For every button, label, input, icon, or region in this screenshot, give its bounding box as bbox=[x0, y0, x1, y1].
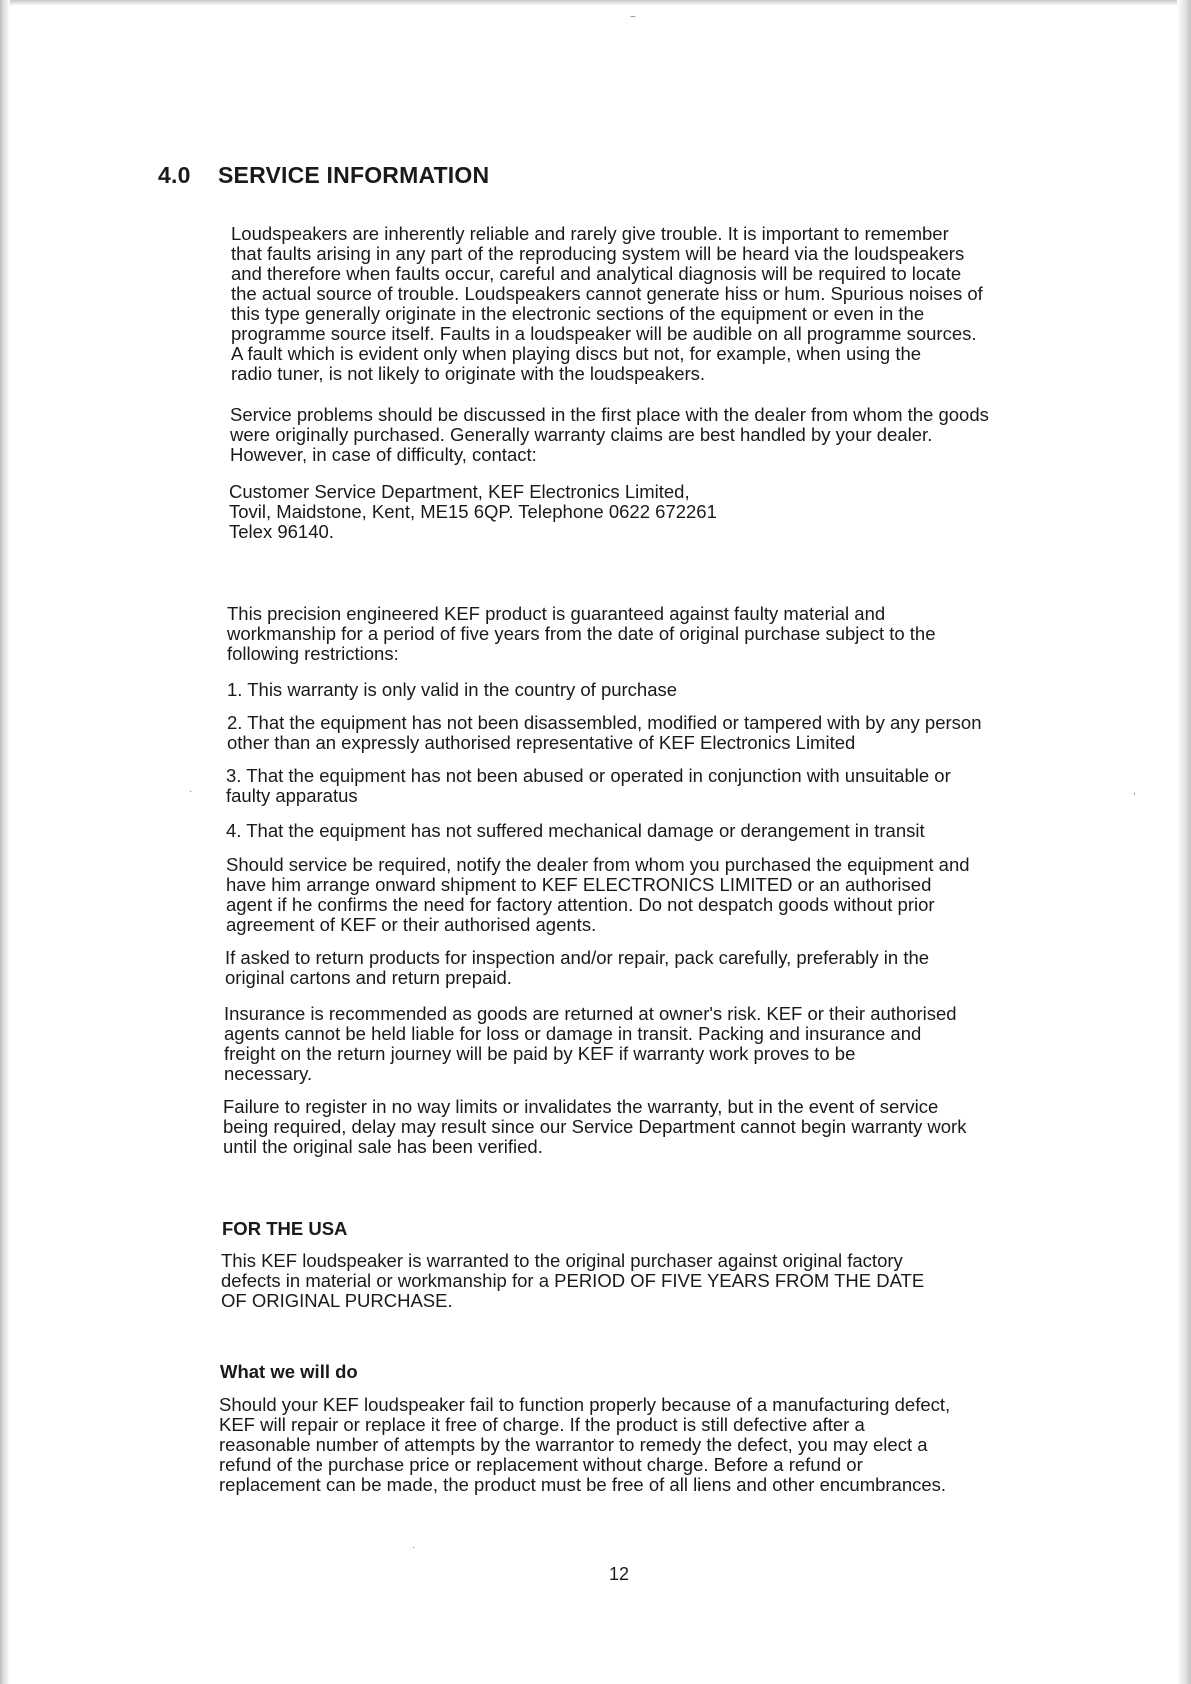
text-line: programme source itself. Faults in a loudspeaker will be audible on all programme sources. bbox=[231, 323, 977, 344]
text-line: agreement of KEF or their authorised agents. bbox=[226, 914, 597, 935]
text-line: that faults arising in any part of the reproducing system will be heard via the loudspeakers bbox=[231, 243, 965, 264]
text-line: 2. That the equipment has not been disassembled, modified or tampered with by any person bbox=[227, 712, 982, 733]
text-line: were originally purchased. Generally warranty claims are best handled by your dealer. bbox=[230, 424, 933, 445]
text-line: refund of the purchase price or replacement without charge. Before a refund or bbox=[219, 1454, 863, 1475]
text-line: This KEF loudspeaker is warranted to the original purchaser against original factory bbox=[221, 1250, 903, 1271]
text-line: 4. That the equipment has not suffered mechanical damage or derangement in transit bbox=[226, 820, 925, 841]
text-line: necessary. bbox=[224, 1063, 313, 1084]
text-line: 1. This warranty is only valid in the country of purchase bbox=[227, 679, 678, 700]
text-line: Should service be required, notify the dealer from whom you purchased the equipment and bbox=[226, 854, 970, 875]
text-line: other than an expressly authorised representative of KEF Electronics Limited bbox=[227, 732, 856, 753]
section-number: 4.0 bbox=[158, 162, 191, 188]
text-line: reasonable number of attempts by the warrantor to remedy the defect, you may elect a bbox=[219, 1434, 928, 1455]
text-line: and therefore when faults occur, careful and analytical diagnosis will be required to locate bbox=[231, 263, 962, 284]
text-line: If asked to return products for inspection and/or repair, pack carefully, preferably in the bbox=[225, 947, 930, 968]
text-line: However, in case of difficulty, contact: bbox=[230, 444, 537, 465]
what-we-do-heading: What we will do bbox=[220, 1361, 358, 1382]
contact-line: Customer Service Department, KEF Electronics Limited, bbox=[229, 481, 690, 502]
text-line: KEF will repair or replace it free of charge. If the product is still defective after a bbox=[219, 1414, 865, 1435]
text-line: A fault which is evident only when playing discs but not, for example, when using the bbox=[231, 343, 922, 364]
text-line: Failure to register in no way limits or invalidates the warranty, but in the event of service bbox=[223, 1096, 939, 1117]
text-line: Service problems should be discussed in the first place with the dealer from whom the goods bbox=[230, 404, 989, 425]
insurance-paragraph bbox=[224, 1004, 957, 1084]
restriction-item bbox=[227, 713, 982, 753]
restriction-item bbox=[226, 821, 925, 841]
text-line: freight on the return journey will be paid by KEF if warranty work proves to be bbox=[224, 1043, 856, 1064]
usa-paragraph bbox=[221, 1251, 924, 1311]
text-line: following restrictions: bbox=[227, 643, 399, 664]
usa-heading: FOR THE USA bbox=[222, 1218, 348, 1239]
contact-line: Telex 96140. bbox=[229, 521, 334, 542]
contact-block bbox=[229, 482, 717, 542]
scan-speck: , bbox=[1133, 786, 1136, 797]
what-we-do-paragraph bbox=[219, 1395, 950, 1495]
page-number: 12 bbox=[609, 1564, 630, 1584]
section-title: SERVICE INFORMATION bbox=[218, 162, 490, 188]
restriction-item bbox=[226, 766, 951, 806]
restriction-item bbox=[227, 680, 677, 700]
text-line: defects in material or workmanship for a PERIOD OF FIVE YEARS FROM THE DATE bbox=[221, 1270, 925, 1291]
text-line: original cartons and return prepaid. bbox=[225, 967, 512, 988]
return-paragraph bbox=[225, 948, 929, 988]
intro-paragraph bbox=[231, 224, 983, 384]
text-line: this type generally originate in the electronic sections of the equipment or even in the bbox=[231, 303, 925, 324]
text-line: radio tuner, is not likely to originate with the loudspeakers. bbox=[231, 363, 706, 384]
should-service-paragraph bbox=[226, 855, 970, 935]
text-line: being required, delay may result since our Service Department cannot begin warranty work bbox=[223, 1116, 967, 1137]
text-line: agent if he confirms the need for factory attention. Do not despatch goods without prior bbox=[226, 894, 935, 915]
text-line: faulty apparatus bbox=[226, 785, 358, 806]
service-paragraph bbox=[230, 405, 989, 465]
text-line: 3. That the equipment has not been abused or operated in conjunction with unsuitable or bbox=[226, 765, 951, 786]
text-line: Insurance is recommended as goods are returned at owner's risk. KEF or their authorised bbox=[224, 1003, 957, 1024]
text-line: until the original sale has been verified. bbox=[223, 1136, 543, 1157]
contact-line: Tovil, Maidstone, Kent, ME15 6QP. Telephone 0622 672261 bbox=[229, 501, 717, 522]
text-line: agents cannot be held liable for loss or damage in transit. Packing and insurance and bbox=[224, 1023, 922, 1044]
text-line: workmanship for a period of five years from the date of original purchase subject to the bbox=[227, 623, 936, 644]
guarantee-paragraph bbox=[227, 604, 936, 664]
text-line: Loudspeakers are inherently reliable and rarely give trouble. It is important to remember bbox=[231, 223, 949, 244]
text-line: OF ORIGINAL PURCHASE. bbox=[221, 1290, 453, 1311]
text-line: the actual source of trouble. Loudspeakers cannot generate hiss or hum. Spurious noises of bbox=[231, 283, 983, 304]
register-paragraph bbox=[223, 1097, 966, 1157]
scan-speck: ~ bbox=[630, 12, 636, 23]
scan-speck: · bbox=[412, 1542, 416, 1553]
text-line: Should your KEF loudspeaker fail to function properly because of a manufacturing defect, bbox=[219, 1394, 951, 1415]
text-line: replacement can be made, the product must be free of all liens and other encumbrances. bbox=[219, 1474, 947, 1495]
section-heading bbox=[158, 162, 489, 189]
scan-speck: · bbox=[189, 786, 193, 797]
text-line: This precision engineered KEF product is guaranteed against faulty material and bbox=[227, 603, 886, 624]
text-line: have him arrange onward shipment to KEF ELECTRONICS LIMITED or an authorised bbox=[226, 874, 932, 895]
